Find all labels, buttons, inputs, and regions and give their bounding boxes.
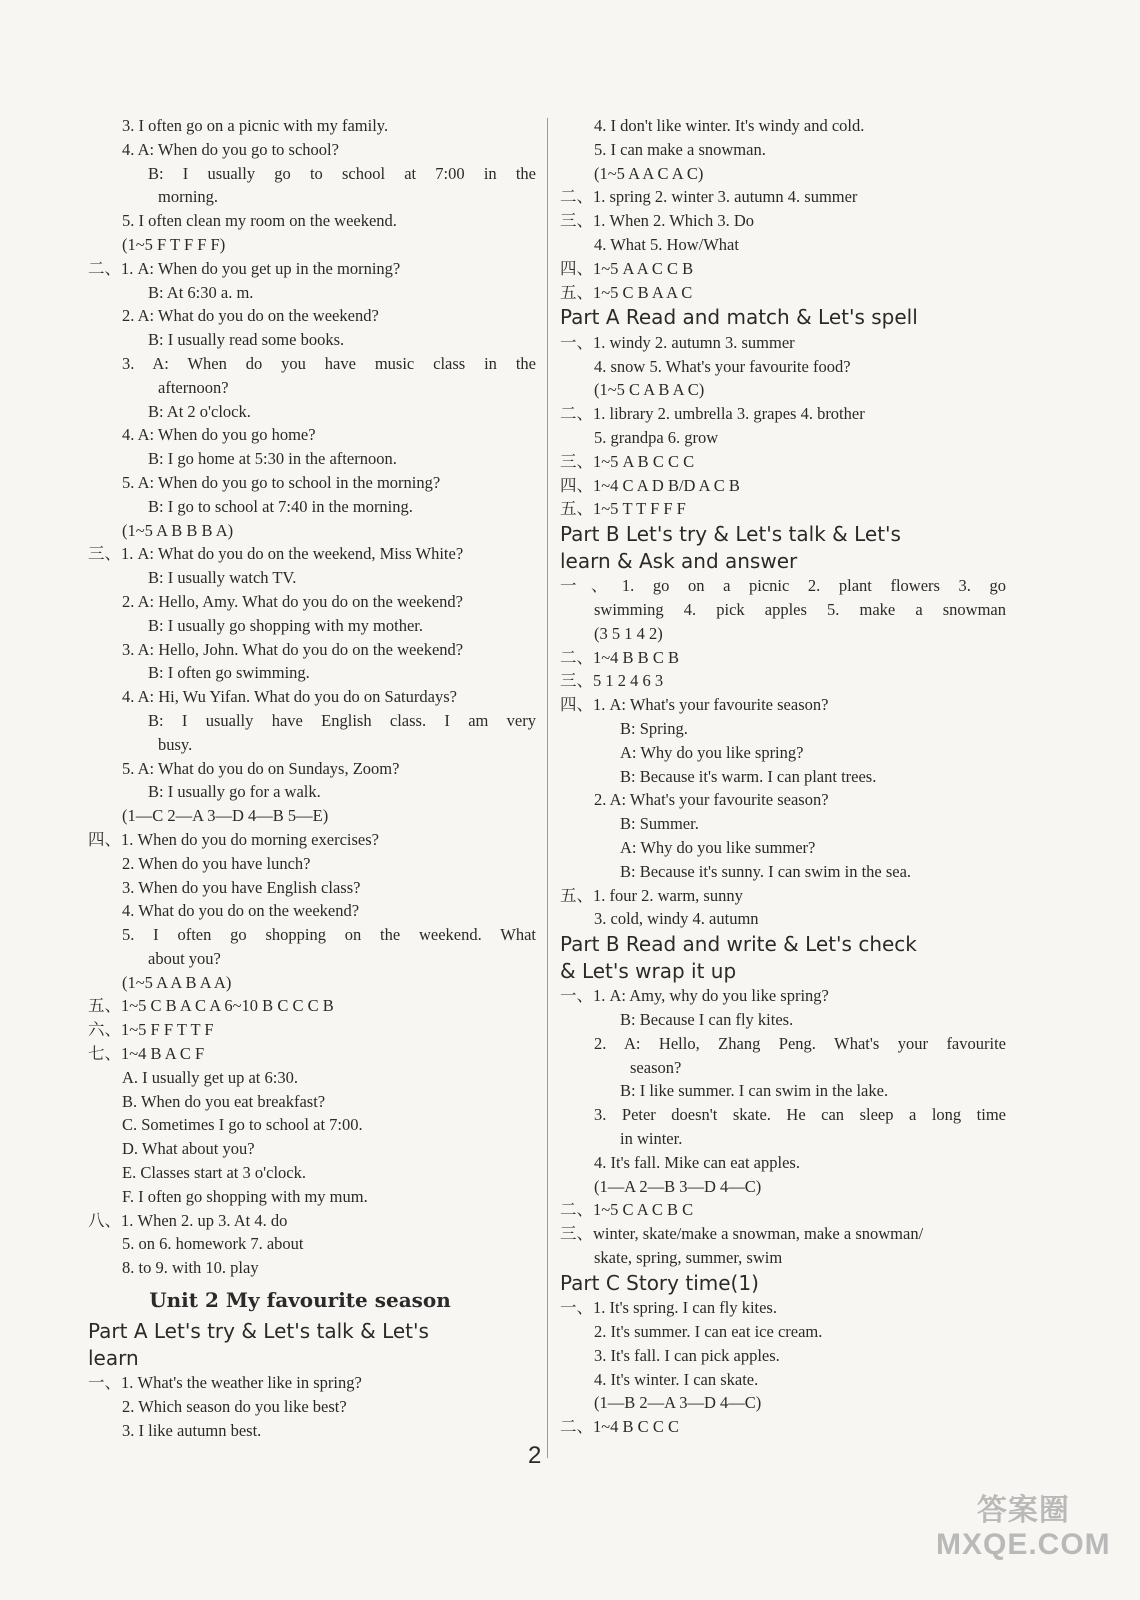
answer-line: 3. cold, windy 4. autumn	[594, 909, 759, 929]
answer-line: swimming 4. pick apples 5. make a snowman	[594, 600, 1006, 620]
answer-line: 4. A: When do you go home?	[122, 425, 316, 445]
answer-line: 三、1~5 A B C C C	[560, 451, 695, 471]
section-heading: Part B Read and write & Let's check	[560, 932, 917, 957]
answer-line: B: I usually watch TV.	[148, 568, 297, 588]
answer-line: 3. A: When do you have music class in the	[122, 353, 536, 373]
answer-line: B: Spring.	[620, 719, 688, 739]
answer-line: 5. A: What do you do on Sundays, Zoom?	[122, 758, 400, 778]
answer-line: B: I go home at 5:30 in the afternoon.	[148, 449, 397, 469]
answer-line: (1~5 C A B A C)	[594, 380, 705, 400]
answer-line: 六、1~5 F F T T F	[88, 1020, 214, 1040]
answer-line: B: Because it's sunny. I can swim in the sea.	[620, 861, 912, 881]
answer-line: B: I usually read some books.	[148, 330, 345, 350]
answer-line: 二、1. library 2. umbrella 3. grapes 4. brother	[560, 404, 865, 424]
answer-line: 3. A: Hello, John. What do you do on the weekend?	[122, 639, 464, 659]
answer-line: B: I often go swimming.	[148, 663, 310, 683]
answer-line: E. Classes start at 3 o'clock.	[122, 1163, 306, 1183]
answer-line: 三、1. When 2. Which 3. Do	[560, 211, 754, 231]
answer-line: 5. on 6. homework 7. about	[122, 1234, 304, 1254]
answer-line: 4. What 5. How/What	[594, 234, 739, 254]
answer-line: 2. A: What do you do on the weekend?	[122, 306, 379, 326]
answer-line: 4. It's winter. I can skate.	[594, 1369, 759, 1389]
answer-line: 一、1. It's spring. I can fly kites.	[560, 1298, 777, 1318]
answer-line: A: Why do you like spring?	[620, 742, 804, 762]
answer-line: 五、1~5 T T F F F	[560, 499, 686, 519]
answer-line: 一、1. What's the weather like in spring?	[88, 1373, 362, 1393]
answer-line: (1—B 2—A 3—D 4—C)	[594, 1393, 762, 1413]
section-heading: learn & Ask and answer	[560, 548, 798, 573]
answer-line: 三、winter, skate/make a snowman, make a snowman/	[560, 1224, 924, 1244]
answer-line: 5. I often go shopping on the weekend. What	[122, 925, 536, 945]
answer-line: 3. When do you have English class?	[122, 877, 361, 897]
answer-line: 五、1~5 C B A A C	[560, 282, 693, 302]
answer-line: 四、1. A: What's your favourite season?	[560, 695, 829, 715]
answer-line: 2. A: Hello, Zhang Peng. What's your favourite	[594, 1033, 1006, 1053]
answer-line: (1~5 A A C A C)	[594, 163, 704, 183]
answer-line: 2. Which season do you like best?	[122, 1396, 347, 1416]
watermark-logo	[936, 1494, 1111, 1562]
right-column	[560, 114, 1006, 1439]
answer-line: busy.	[158, 734, 193, 754]
section-heading: learn	[88, 1345, 139, 1370]
answer-line: B: Because it's warm. I can plant trees.	[620, 766, 877, 786]
answer-line: (1~5 A B B B A)	[122, 520, 234, 540]
section-heading: Part C Story time(1)	[560, 1270, 759, 1295]
answer-line: B: At 6:30 a. m.	[148, 282, 254, 302]
answer-line: 一、1. A: Amy, why do you like spring?	[560, 986, 829, 1006]
answer-line: (3 5 1 4 2)	[594, 623, 663, 643]
watermark-top: 答案圈	[976, 1494, 1070, 1527]
answer-line: B: I usually go for a walk.	[148, 782, 321, 802]
answer-line: 三、5 1 2 4 6 3	[560, 671, 664, 691]
answer-line: 三、1. A: What do you do on the weekend, Miss White?	[88, 544, 464, 564]
answer-line: B: I like summer. I can swim in the lake.	[620, 1081, 889, 1101]
column-divider	[547, 118, 548, 1458]
answer-line: 二、1. A: When do you get up in the morning?	[88, 258, 401, 278]
watermark-bottom: MXQE.COM	[936, 1528, 1111, 1561]
answer-line: B: At 2 o'clock.	[148, 401, 251, 421]
section-heading: Part A Let's try & Let's talk & Let's	[88, 1319, 429, 1344]
section-heading: Part A Read and match & Let's spell	[560, 305, 918, 330]
answer-line: 3. I often go on a picnic with my family.	[122, 116, 389, 135]
answer-line: 一、1. windy 2. autumn 3. summer	[560, 332, 795, 352]
answer-line: 二、1~4 B C C C	[560, 1417, 679, 1437]
answer-line: 2. A: What's your favourite season?	[594, 790, 829, 810]
answer-line: B: I usually have English class. I am very	[148, 710, 536, 730]
answer-line: 5. I often clean my room on the weekend.	[122, 211, 397, 231]
answer-line: 4. A: When do you go to school?	[122, 139, 339, 159]
left-column	[88, 114, 536, 1442]
answer-line: 五、1~5 C B A C A 6~10 B C C C B	[88, 996, 334, 1016]
answer-line: 4. What do you do on the weekend?	[122, 901, 360, 921]
answer-line: 3. It's fall. I can pick apples.	[594, 1345, 780, 1365]
answer-line: B: Because I can fly kites.	[620, 1010, 794, 1029]
answer-line: (1—A 2—B 3—D 4—C)	[594, 1176, 762, 1196]
answer-line: 二、1~5 C A C B C	[560, 1200, 694, 1220]
answer-line: 4. A: Hi, Wu Yifan. What do you do on Saturdays?	[122, 687, 457, 707]
answer-line: 2. It's summer. I can eat ice cream.	[594, 1322, 823, 1342]
section-heading: & Let's wrap it up	[560, 958, 737, 983]
answer-line: 2. A: Hello, Amy. What do you do on the weekend?	[122, 591, 463, 611]
answer-line: 3. Peter doesn't skate. He can sleep a long time	[594, 1105, 1006, 1125]
section-heading: Part B Let's try & Let's talk & Let's	[560, 522, 901, 547]
answer-line: 八、1. When 2. up 3. At 4. do	[88, 1210, 288, 1230]
answer-line: D. What about you?	[122, 1139, 255, 1159]
answer-line: 一、1. go on a picnic 2. plant flowers 3. go	[560, 576, 1006, 596]
answer-line: skate, spring, summer, swim	[594, 1247, 783, 1267]
answer-line: F. I often go shopping with my mum.	[122, 1186, 368, 1206]
answer-line: season?	[630, 1057, 682, 1077]
answer-line: 四、1~5 A A C C B	[560, 258, 694, 278]
answer-line: C. Sometimes I go to school at 7:00.	[122, 1115, 363, 1135]
answer-line: 4. snow 5. What's your favourite food?	[594, 356, 851, 376]
answer-line: 二、1. spring 2. winter 3. autumn 4. summer	[560, 187, 858, 207]
answer-line: 2. When do you have lunch?	[122, 853, 311, 873]
answer-line: morning.	[158, 187, 219, 207]
answer-line: 5. I can make a snowman.	[594, 139, 766, 159]
answer-line: 3. I like autumn best.	[122, 1420, 262, 1440]
answer-line: 4. It's fall. Mike can eat apples.	[594, 1152, 800, 1172]
answer-line: in winter.	[620, 1128, 683, 1148]
answer-line: 二、1~4 B B C B	[560, 647, 679, 667]
answer-line: B: Summer.	[620, 814, 699, 834]
answer-line: A: Why do you like summer?	[620, 838, 816, 858]
answer-line: B: I usually go to school at 7:00 in the	[148, 163, 536, 183]
answer-line: (1~5 A A B A A)	[122, 972, 232, 992]
answer-line: B: I usually go shopping with my mother.	[148, 615, 423, 635]
answer-line: 5. A: When do you go to school in the morning?	[122, 472, 441, 492]
answer-line: 四、1. When do you do morning exercises?	[88, 829, 379, 849]
answer-line: (1—C 2—A 3—D 4—B 5—E)	[122, 806, 329, 826]
answer-line: about you?	[148, 948, 221, 968]
answer-line: 五、1. four 2. warm, sunny	[560, 885, 743, 905]
answer-line: 四、1~4 C A D B/D A C B	[560, 475, 740, 495]
answer-line: A. I usually get up at 6:30.	[122, 1067, 298, 1087]
answer-line: 5. grandpa 6. grow	[594, 428, 719, 448]
answer-line: (1~5 F T F F F)	[122, 234, 226, 254]
answer-line: 七、1~4 B A C F	[88, 1044, 205, 1064]
page-number: 2	[528, 1442, 542, 1469]
answer-line: B. When do you eat breakfast?	[122, 1091, 326, 1111]
section-heading: Unit 2 My favourite season	[149, 1288, 451, 1313]
answer-line: 8. to 9. with 10. play	[122, 1258, 259, 1278]
answer-line: 4. I don't like winter. It's windy and cold.	[594, 116, 865, 135]
answer-line: B: I go to school at 7:40 in the morning.	[148, 496, 413, 516]
answer-line: afternoon?	[158, 377, 229, 397]
